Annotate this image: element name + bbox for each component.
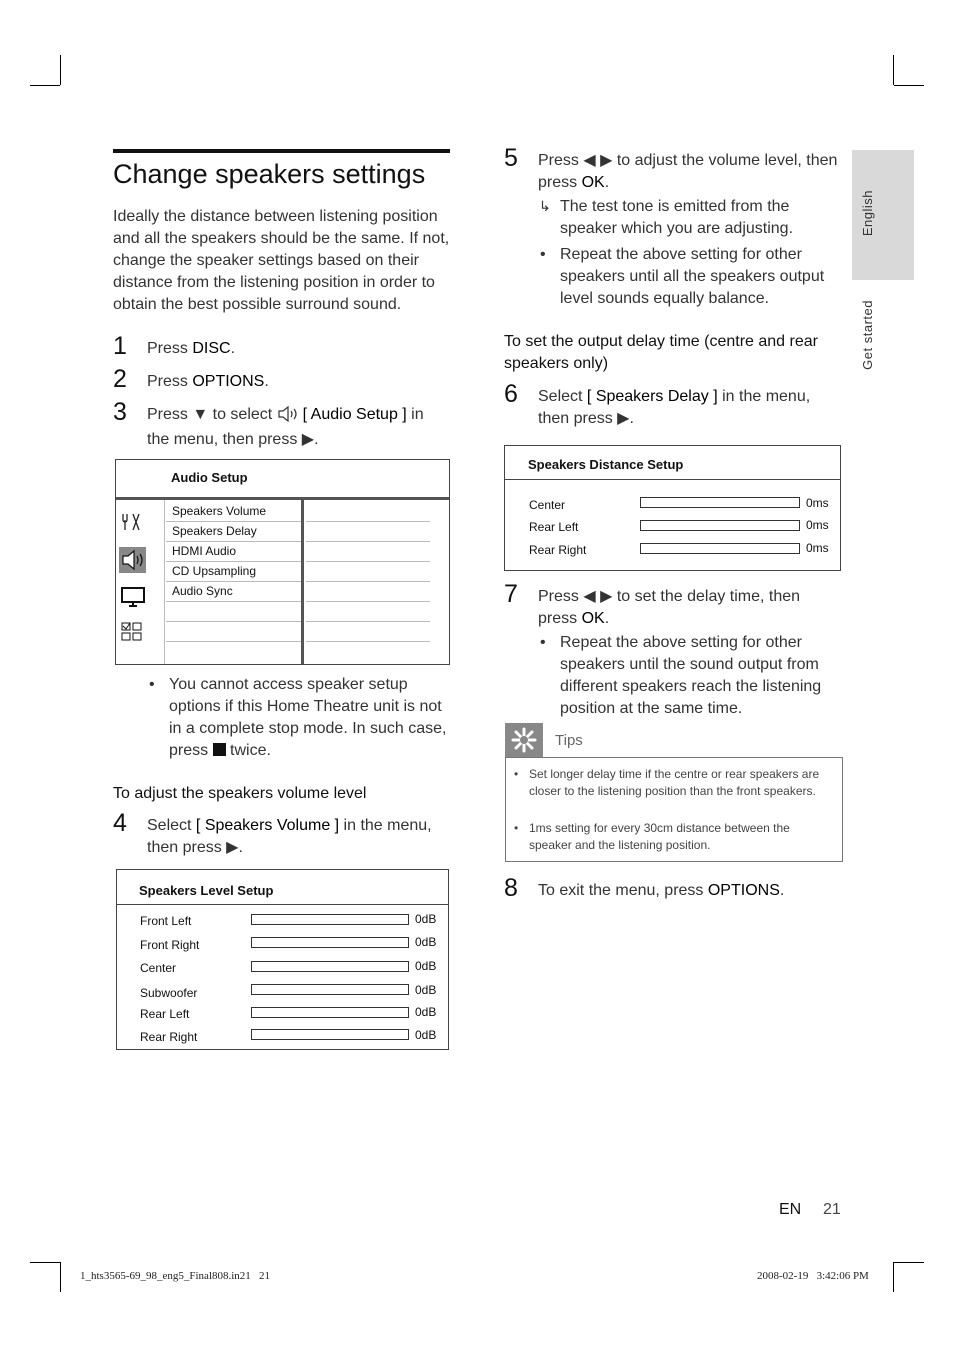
- level-value: 0dB: [415, 912, 437, 926]
- crop-mark: [30, 1262, 60, 1263]
- footer-date: 2008-02-19 3:42:06 PM: [757, 1270, 869, 1282]
- level-bar[interactable]: [251, 937, 409, 948]
- disc-key: DISC: [192, 340, 231, 357]
- step-7-bullet: • Repeat the above setting for other speakers until the sound output from different speakers reach the listening position at the same time.: [560, 632, 835, 720]
- options-key: OPTIONS: [707, 882, 780, 899]
- audio-setup-icon[interactable]: [119, 547, 146, 573]
- ok-key: OK: [581, 174, 605, 191]
- level-value: 0dB: [415, 983, 437, 997]
- step-5-result: The test tone is emitted from the speaker which you are adjusting.: [560, 198, 794, 237]
- step-number: 4: [113, 809, 127, 837]
- menu-item[interactable]: CD Upsampling: [166, 562, 301, 582]
- step-6-text: Select [ Speakers Delay ] in the menu, then press ▶.: [538, 388, 811, 427]
- level-row-label: Subwoofer: [140, 986, 198, 1000]
- preference-setup-icon[interactable]: [121, 622, 143, 647]
- menu-item[interactable]: HDMI Audio: [166, 542, 301, 562]
- crop-mark: [894, 1262, 924, 1263]
- menu-title: Speakers Level Setup: [139, 883, 274, 898]
- menu-item[interactable]: Speakers Delay: [166, 522, 301, 542]
- distance-row-label: Center: [529, 498, 566, 512]
- level-bar[interactable]: [251, 1007, 409, 1018]
- step-1-text: Press DISC.: [147, 340, 236, 357]
- step-number: 5: [504, 144, 518, 172]
- level-row-label: Front Right: [140, 938, 200, 952]
- crop-mark: [894, 85, 924, 86]
- speakers-volume-key: [ Speakers Volume ]: [195, 817, 340, 834]
- crop-mark: [60, 55, 61, 85]
- step-number: 8: [504, 874, 518, 902]
- level-row-label: Center: [140, 961, 177, 975]
- level-value: 0dB: [415, 1005, 437, 1019]
- menu-empty-row: [166, 622, 301, 642]
- menu-item-list: [166, 502, 301, 642]
- audio-setup-menu: [115, 459, 450, 665]
- distance-value: 0ms: [806, 518, 829, 532]
- step-5-text: Press ◀ ▶ to adjust the volume level, then press OK.: [538, 152, 838, 191]
- level-bar[interactable]: [251, 1029, 409, 1040]
- intro-paragraph: Ideally the distance between listening position and all the speakers should be the same. If not, change the speaker settings based on their distance from the listening position in order to obtain the best possible surround sound.: [113, 208, 450, 313]
- distance-bar[interactable]: [640, 543, 800, 554]
- distance-bar[interactable]: [640, 497, 800, 508]
- distance-row-label: Rear Left: [529, 520, 579, 534]
- menu-divider: [116, 497, 449, 500]
- menu-divider: [505, 479, 840, 480]
- step-4-text: Select [ Speakers Volume ] in the menu, then press ▶.: [147, 817, 432, 856]
- level-bar[interactable]: [251, 984, 409, 995]
- step-3-text: Press ▼ to select [ Audio Setup ] in the menu, then press ▶.: [147, 406, 424, 448]
- crop-mark: [30, 85, 60, 86]
- speakers-distance-setup: [504, 445, 841, 571]
- level-bar[interactable]: [251, 914, 409, 925]
- stop-icon: [213, 743, 226, 756]
- ok-key: OK: [581, 610, 605, 627]
- stop-mode-note: • You cannot access speaker setup options if this Home Theatre unit is not in a complete stop mode. In such case, press twice.: [169, 674, 449, 762]
- tips-icon: [505, 723, 543, 757]
- level-bar[interactable]: [251, 961, 409, 972]
- page-number: 21: [823, 1201, 841, 1218]
- step-number: 3: [113, 398, 127, 426]
- speaker-icon: [277, 406, 299, 429]
- speakers-delay-key: [ Speakers Delay ]: [586, 388, 718, 405]
- general-setup-icon[interactable]: [120, 512, 142, 537]
- page-language: EN: [779, 1201, 802, 1218]
- step-number: 6: [504, 380, 518, 408]
- menu-empty-row: [166, 602, 301, 622]
- menu-column-divider: [301, 500, 304, 664]
- speakers-level-setup: [116, 869, 449, 1050]
- step-7-text: Press ◀ ▶ to set the delay time, then press OK.: [538, 588, 801, 627]
- menu-divider: [117, 904, 448, 905]
- distance-bar[interactable]: [640, 520, 800, 531]
- section-label: Get started: [860, 300, 875, 370]
- crop-mark: [893, 1262, 894, 1292]
- step-number: 1: [113, 332, 127, 360]
- crop-mark: [60, 1262, 61, 1292]
- crop-mark: [893, 55, 894, 85]
- distance-row-label: Rear Right: [529, 543, 587, 557]
- footer-file: 1_hts3565-69_98_eng5_Final808.in21 21: [80, 1270, 271, 1282]
- level-value: 0dB: [415, 959, 437, 973]
- tips-label: Tips: [555, 732, 583, 749]
- tip-item: • 1ms setting for every 30cm distance between the speaker and the listening position.: [529, 820, 829, 854]
- level-row-label: Rear Left: [140, 1007, 190, 1021]
- icon-column-divider: [164, 500, 165, 664]
- audio-setup-key: [ Audio Setup ]: [302, 406, 407, 423]
- step-8-text: To exit the menu, press OPTIONS.: [538, 882, 785, 899]
- result-arrow-icon: ↳: [539, 198, 551, 214]
- level-value: 0dB: [415, 935, 437, 949]
- tip-item: • Set longer delay time if the centre or rear speakers are closer to the listening position than the front speakers.: [529, 766, 829, 800]
- menu-title: Speakers Distance Setup: [528, 457, 684, 472]
- menu-item[interactable]: Speakers Volume: [166, 502, 301, 522]
- options-key: OPTIONS: [192, 373, 265, 390]
- step-number: 2: [113, 365, 127, 393]
- level-row-label: Rear Right: [140, 1030, 198, 1044]
- tips-box: [505, 757, 843, 862]
- video-setup-icon[interactable]: [120, 586, 146, 613]
- step-5-bullet: • Repeat the above setting for other speakers until all the speakers output level sounds equally balance.: [560, 244, 835, 310]
- level-value: 0dB: [415, 1028, 437, 1042]
- menu-item[interactable]: Audio Sync: [166, 582, 301, 602]
- distance-value: 0ms: [806, 541, 829, 555]
- step-2-text: Press OPTIONS.: [147, 373, 269, 390]
- distance-value: 0ms: [806, 496, 829, 510]
- menu-value-list: [306, 502, 430, 642]
- language-label: English: [860, 190, 875, 237]
- volume-heading: To adjust the speakers volume level: [113, 785, 367, 802]
- menu-title: Audio Setup: [171, 470, 248, 485]
- step-number: 7: [504, 580, 518, 608]
- page-title: Change speakers settings: [113, 149, 450, 190]
- delay-heading: To set the output delay time (centre and rear speakers only): [504, 333, 818, 372]
- level-row-label: Front Left: [140, 914, 192, 928]
